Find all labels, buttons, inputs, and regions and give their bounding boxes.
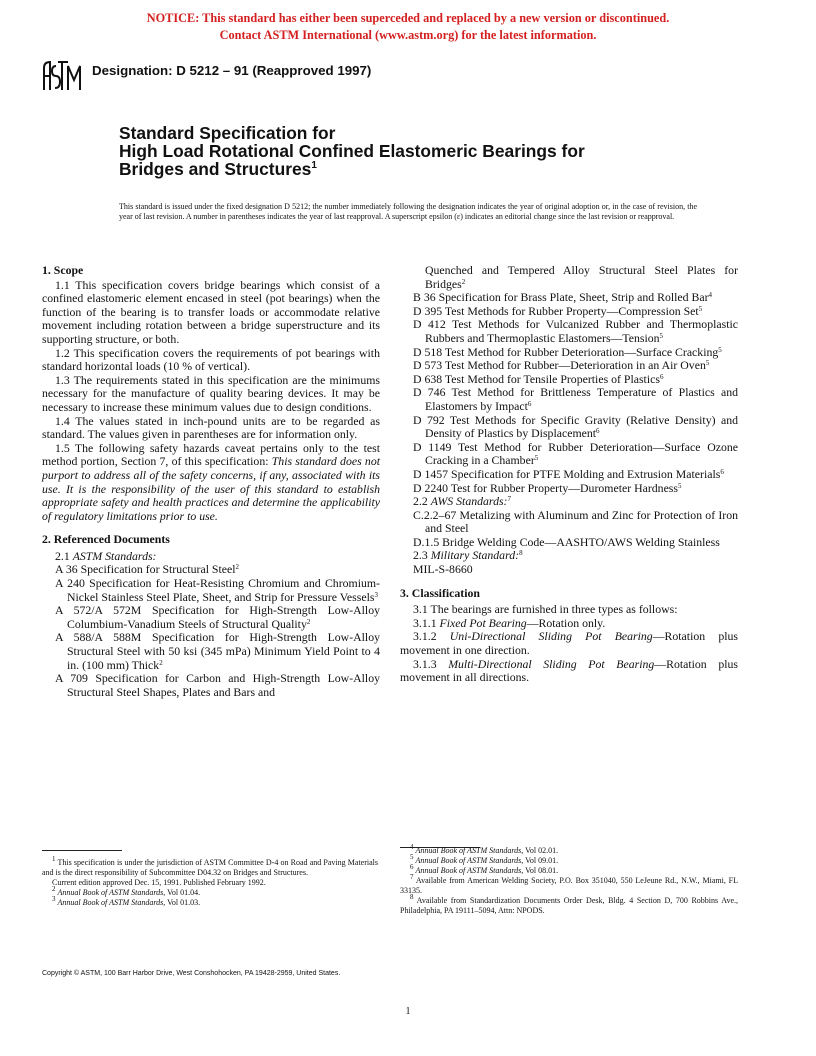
footnote-divider: [42, 850, 122, 851]
military-standard-item: MIL-S-8660: [413, 562, 473, 577]
list-item: Quenched and Tempered Alloy Structural Steel Plates for Bridges$^2$: [425, 263, 738, 291]
title-line-2: High Load Rotational Confined Elastomeric Bearings for: [119, 141, 585, 161]
list-item: D 573 Test Method for Rubber—Deterioration in an Air Oven$^5$: [413, 358, 710, 373]
list-item: A 588/A 588M Specification for High-Strength Low-Alloy Structural Steel with 50 ksi (345 mPa) Minimum Yield Point to 4 in. (100 mm) Thick$^2$: [55, 630, 380, 672]
list-item: A 36 Specification for Structural Steel$^2$: [55, 562, 240, 577]
notice-line-1: NOTICE: This standard has either been superceded and replaced by a new version or discontinued.: [146, 11, 670, 25]
notice-line-2: Contact ASTM International (www.astm.org) for the latest information.: [219, 28, 597, 42]
copyright-notice: Copyright © ASTM, 100 Barr Harbor Drive, West Conshohocken, PA 19428-2959, United States.: [42, 970, 341, 977]
footnote-7: $^7$ Available from American Welding Society, P.O. Box 351040, 550 LeJeune Rd., N.W., Miami, FL 33135.: [400, 873, 738, 895]
list-item: D 395 Test Methods for Rubber Property—Compression Set$^5$: [413, 303, 703, 318]
designation: Designation: D 5212 – 91 (Reapproved 1997): [92, 63, 372, 78]
footnote-6: $^6$ Annual Book of ASTM Standards, Vol 08.01.: [410, 863, 559, 875]
right-column: [400, 264, 738, 685]
para-1-2: 1.2 This specification covers the requirements of pot bearings with standard horizontal loads (10 % of vertical).: [42, 345, 380, 374]
classification-heading: 3. Classification: [400, 585, 480, 600]
list-item: A 572/A 572M Specification for High-Strength Low-Alloy Columbium-Vanadium Steels of Structural Quality$^2$: [55, 603, 380, 631]
page-number: 1: [405, 1006, 411, 1017]
list-item: D 1457 Specification for PTFE Molding and Extrusion Materials$^6$: [413, 466, 724, 481]
list-item: D.1.5 Bridge Welding Code—AASHTO/AWS Welding Stainless: [413, 534, 720, 549]
list-item: D 746 Test Method for Brittleness Temperature of Plastics and Elastomers by Impact$^6$: [413, 385, 738, 413]
list-item: C.2.2–67 Metalizing with Aluminum and Zinc for Protection of Iron and Steel: [413, 507, 738, 536]
para-3-1-1: 3.1.1 Fixed Pot Bearing—Rotation only.: [413, 615, 606, 630]
para-1-5: 1.5 The following safety hazards caveat pertains only to the test method portion, Section 7, of this specification: This standard does not purport to address all of the safety concerns, if any, associated with its use. It is the responsibility of the user of this standard to establish appropriate safety and health practices and determine the applicability of regulatory limitations prior to use.: [42, 440, 380, 523]
astm-standards-list: [42, 563, 380, 699]
footnotes-right: [400, 843, 739, 916]
astm-standards-list-continued: [400, 264, 738, 495]
footnote-4: $^4$ Annual Book of ASTM Standards, Vol 02.01.: [410, 843, 559, 855]
para-3-1-2: 3.1.2 Uni-Directional Sliding Pot Bearing—Rotation plus movement in one direction.: [400, 629, 738, 658]
title-footnote-ref: 1: [311, 160, 317, 171]
para-1-3: 1.3 The requirements stated in this specification are the minimums necessary for the manufacture of quality bearing devices. It may be necessary to increase these minimum values due to design conditions.: [42, 372, 380, 414]
footnote-1: $^1$ This specification is under the jurisdiction of ASTM Committee D-4 on Road and Paving Materials and is the direct responsibility of Subcommittee D04.32 on Bridges and Structures.: [42, 855, 379, 877]
list-item: A 240 Specification for Heat-Resisting Chromium and Chromium-Nickel Stainless Steel Plate, Sheet, and Strip for Pressure Vessels$^3$: [55, 576, 380, 604]
list-item: A 709 Specification for Carbon and High-Strength Low-Alloy Structural Steel Shapes, Plates and Bars and: [55, 671, 380, 699]
para-1-4: 1.4 The values stated in inch-pound units are to be regarded as standard. The values given in parentheses are for information only.: [42, 413, 380, 442]
list-item: B 36 Specification for Brass Plate, Sheet, Strip and Rolled Bar$^4$: [413, 290, 713, 305]
list-item: D 792 Test Methods for Specific Gravity (Relative Density) and Density of Plastics by Displacement$^6$: [413, 412, 738, 441]
para-1-1: 1.1 This specification covers bridge bearings which consist of a confined elastomeric element encased in steel (pot bearings) when the function of the bearing is to transfer loads or accommodate relative movement including rotation between a bridge superstructure and its supporting structure, or both.: [42, 277, 380, 346]
list-item: D 1149 Test Method for Rubber Deterioration—Surface Ozone Cracking in a Chamber$^5$: [413, 439, 738, 468]
footnote-1-edition: Current edition approved Dec. 15, 1991. Published February 1992.: [52, 878, 266, 887]
para-2-3: 2.3 Military Standard:$^8$: [413, 548, 523, 563]
footnote-8: $^8$ Available from Standardization Documents Order Desk, Bldg. 4 Section D, 700 Robbins Ave., Philadelphia, PA 19111–5094, Attn: NPODS.: [400, 893, 739, 915]
para-3-1: 3.1 The bearings are furnished in three types as follows:: [413, 602, 678, 617]
list-item: D 638 Test Method for Tensile Properties of Plastics$^6$: [413, 371, 664, 386]
footnote-3: $^3$ Annual Book of ASTM Standards, Vol 01.03.: [52, 895, 201, 907]
footnote-5: $^5$ Annual Book of ASTM Standards, Vol 09.01.: [410, 853, 559, 865]
title-line-1: Standard Specification for: [119, 123, 336, 143]
list-item: D 2240 Test for Rubber Property—Durometer Hardness$^5$: [413, 480, 682, 495]
scope-heading: 1. Scope: [42, 263, 84, 277]
para-2-1: 2.1 ASTM Standards:: [55, 548, 157, 563]
referenced-documents-heading: 2. Referenced Documents: [42, 532, 170, 547]
list-item: D 412 Test Methods for Vulcanized Rubber and Thermoplastic Rubbers and Thermoplastic Elastomers—Tension$^5$: [413, 317, 738, 345]
issuance-statement: This standard is issued under the fixed designation D 5212; the number immediately following the designation indicates the year of original adoption or, in the case of revision, the year of last revision. A number in parentheses indicates the year of last reapproval. A superscript epsilon (ε) indicates an editorial change since the last revision or reapproval.: [119, 202, 697, 222]
aws-standards-list: [400, 509, 738, 550]
title-line-3: Bridges and Structures$^1$: [119, 159, 317, 179]
left-column: [42, 264, 380, 699]
astm-logo-icon: [40, 58, 86, 94]
document-title: [119, 124, 585, 178]
para-2-2: 2.2 AWS Standards:$^7$: [413, 494, 511, 509]
para-3-1-3: 3.1.3 Multi-Directional Sliding Pot Bearing—Rotation plus movement in all directions.: [400, 656, 738, 685]
footnote-2: $^2$ Annual Book of ASTM Standards, Vol 01.04.: [52, 885, 201, 897]
list-item: D 518 Test Method for Rubber Deterioration—Surface Cracking$^5$: [413, 344, 722, 359]
footnotes-left: [42, 855, 379, 908]
